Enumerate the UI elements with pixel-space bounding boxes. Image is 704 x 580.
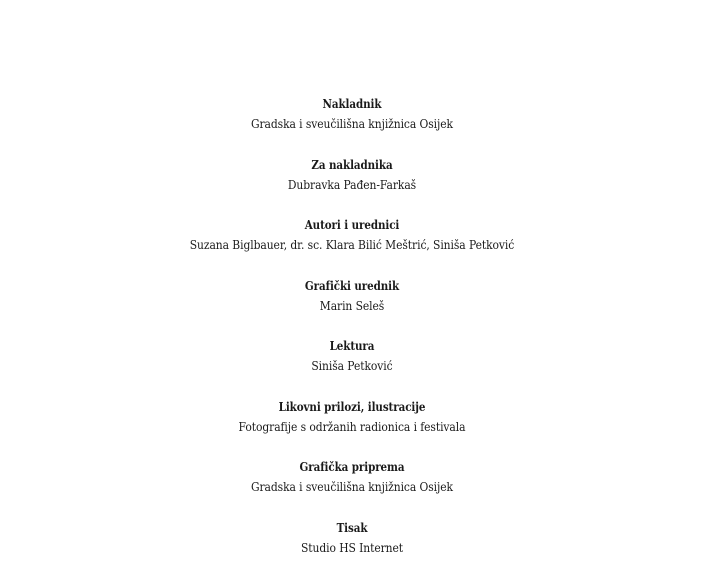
colophon-entry-proofreading xyxy=(0,336,704,397)
entry-value: Dubravka Pađen-Farkaš xyxy=(287,176,417,192)
entry-label: Za nakladnika xyxy=(311,157,393,172)
entry-label: Likovni prilozi, ilustracije xyxy=(278,399,426,414)
entry-label: Grafička priprema xyxy=(299,460,405,474)
colophon-entry-print xyxy=(0,518,704,579)
entry-value: Suzana Biglbauer, dr. sc. Klara Bilić Meštrić, Siniša Petković xyxy=(189,237,515,252)
colophon-entry-graphic-editor xyxy=(0,276,704,337)
entry-value: Marin Seleš xyxy=(319,297,385,313)
colophon-entry-authors xyxy=(0,215,704,276)
entry-label: Lektura xyxy=(329,339,375,353)
entry-label: Autori i urednici xyxy=(304,218,400,232)
colophon-entry-prepress xyxy=(0,457,704,518)
colophon-entry-publisher xyxy=(0,94,704,155)
entry-value: Siniša Petković xyxy=(311,358,393,373)
entry-label: Nakladnik xyxy=(322,97,382,111)
colophon-entry-for-publisher xyxy=(0,155,704,216)
colophon-entry-illustrations xyxy=(0,397,704,458)
entry-label: Tisak xyxy=(336,520,368,535)
entry-value: Studio HS Internet xyxy=(300,539,404,555)
entry-value: Fotografije s održanih radionica i festivala xyxy=(238,418,466,434)
colophon xyxy=(0,94,704,578)
entry-value: Gradska i sveučilišna knjižnica Osijek xyxy=(250,116,453,131)
entry-value: Gradska i sveučilišna knjižnica Osijek xyxy=(250,479,453,494)
entry-label: Grafički urednik xyxy=(304,278,400,293)
